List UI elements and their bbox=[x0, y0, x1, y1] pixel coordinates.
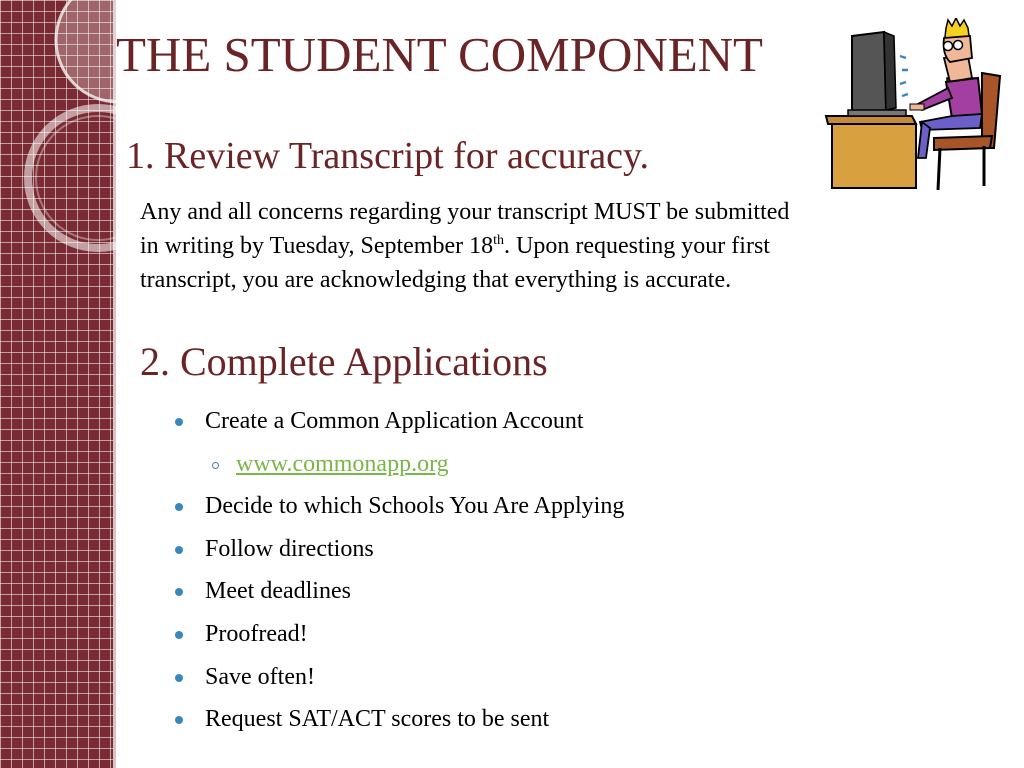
list-item bbox=[172, 701, 812, 744]
list-item bbox=[172, 659, 812, 702]
paragraph-text-2: . Upon requesting your first transcript, you are acknowledging that everything is accurate. bbox=[140, 233, 770, 293]
bullet-dot-icon bbox=[175, 716, 183, 724]
bullet-dot-icon bbox=[175, 546, 183, 554]
list-item-text: Create a Common Application Account bbox=[205, 408, 584, 434]
transcript-paragraph bbox=[140, 195, 810, 297]
section2-heading: 2. Complete Applications bbox=[140, 339, 548, 384]
list-item bbox=[172, 488, 812, 531]
applications-bullet-list bbox=[172, 403, 812, 744]
list-item-text: Request SAT/ACT scores to be sent bbox=[205, 706, 550, 733]
list-item-text: Save often! bbox=[205, 663, 315, 690]
list-item-text: Proofread! bbox=[205, 620, 308, 647]
sub-bullet-ring-icon bbox=[212, 462, 219, 469]
list-item bbox=[172, 573, 812, 616]
paragraph-text-1: Any and all concerns regarding your transcript MUST be submitted in writing by Tuesday, September 18 bbox=[140, 199, 790, 259]
list-item bbox=[172, 616, 812, 659]
bullet-dot-icon bbox=[175, 588, 183, 596]
person-at-computer-icon bbox=[822, 18, 1007, 198]
section1-heading: 1. Review Transcript for accuracy. bbox=[126, 135, 650, 177]
bullet-dot-icon bbox=[175, 503, 183, 511]
list-item-text: Follow directions bbox=[205, 535, 374, 562]
bullet-dot-icon bbox=[175, 631, 183, 639]
commonapp-link[interactable]: www.commonapp.org bbox=[236, 450, 449, 477]
list-item-text: Decide to which Schools You Are Applying bbox=[205, 493, 625, 520]
paragraph-superscript: th bbox=[493, 233, 504, 248]
list-item-text: Meet deadlines bbox=[205, 578, 351, 605]
list-item bbox=[172, 531, 812, 574]
slide-title: THE STUDENT COMPONENT bbox=[116, 27, 763, 82]
sub-list-item bbox=[172, 446, 812, 489]
list-item bbox=[172, 403, 812, 446]
bullet-dot-icon bbox=[175, 674, 183, 682]
bullet-dot-icon bbox=[175, 418, 183, 426]
